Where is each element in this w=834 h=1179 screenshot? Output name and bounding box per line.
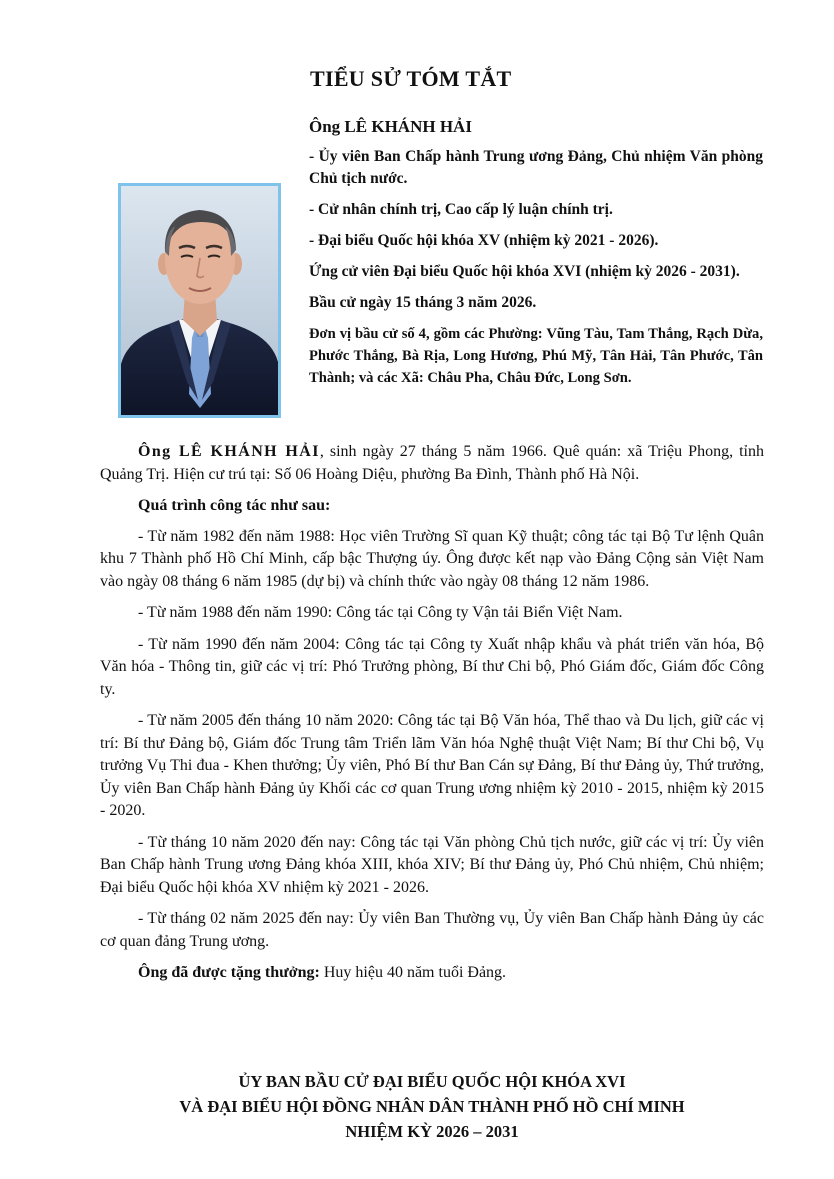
footer-line: NHIỆM KỲ 2026 – 2031 <box>345 1122 519 1141</box>
portrait-photo <box>118 183 281 418</box>
issuing-committee <box>100 1069 764 1144</box>
career-heading: Quá trình công tác như sau: <box>138 497 331 514</box>
career-item: - Từ năm 1990 đến năm 2004: Công tác tại Công ty Xuất nhập khẩu và phát triển văn hóa, Bộ Văn hóa - Thông tin, giữ các vị trí: Phó Trưởng phòng, Bí thư Chi bộ, Phó Giám đốc, Giám đốc Công ty. <box>100 635 764 698</box>
profile-summary <box>309 116 763 398</box>
election-date: Bầu cử ngày 15 tháng 3 năm 2026. <box>309 294 537 311</box>
award-text: Huy hiệu 40 năm tuổi Đảng. <box>319 964 507 981</box>
career-item: - Từ tháng 10 năm 2020 đến nay: Công tác tại Văn phòng Chủ tịch nước, giữ các vị trí: Ủy viên Ban Chấp hành Trung ương Đảng khóa XIII, khóa XIV; Bí thư Đảng ủy, Phó Chủ nhiệm, Chủ nhiệm; Đại biểu Quốc hội khóa XV nhiệm kỳ 2021 - 2026. <box>100 833 764 896</box>
biography-body <box>100 441 764 994</box>
document-title: TIỂU SỬ TÓM TẮT <box>310 66 512 91</box>
award-label: Ông đã được tặng thưởng: <box>138 964 320 981</box>
intro-paragraph <box>100 441 764 486</box>
current-position: - Ủy viên Ban Chấp hành Trung ương Đảng, Chủ nhiệm Văn phòng Chủ tịch nước. <box>309 148 763 187</box>
intro-text: , sinh ngày 27 tháng 5 năm 1966. Quê quán: xã Triệu Phong, tỉnh Quảng Trị. Hiện cư trú tại: Số 06 Hoàng Diệu, phường Ba Đình, Thành phố Hà Nội. <box>100 443 764 483</box>
career-item: - Từ năm 1982 đến năm 1988: Học viên Trường Sĩ quan Kỹ thuật; công tác tại Bộ Tư lệnh Quân khu 7 Thành phố Hồ Chí Minh, cấp bậc Thượng úy. Ông được kết nạp vào Đảng Cộng sản Việt Nam vào ngày 08 tháng 6 năm 1985 (dự bị) và chính thức vào ngày 08 tháng 12 năm 1986. <box>100 527 764 590</box>
career-item: - Từ năm 1988 đến năm 1990: Công tác tại Công ty Vận tải Biển Việt Nam. <box>138 604 623 621</box>
career-item: - Từ tháng 02 năm 2025 đến nay: Ủy viên Ban Thường vụ, Ủy viên Ban Chấp hành Đảng ủy các cơ quan đảng Trung ương. <box>100 910 764 950</box>
previous-delegate: - Đại biểu Quốc hội khóa XV (nhiệm kỳ 2021 - 2026). <box>309 232 659 249</box>
footer-line: VÀ ĐẠI BIỂU HỘI ĐỒNG NHÂN DÂN THÀNH PHỐ HỒ CHÍ MINH <box>179 1097 685 1116</box>
education: - Cử nhân chính trị, Cao cấp lý luận chính trị. <box>309 201 613 218</box>
award-paragraph <box>100 962 764 985</box>
person-name: Ông LÊ KHÁNH HẢI <box>309 117 472 136</box>
portrait-illustration <box>121 186 278 415</box>
candidacy: Ứng cử viên Đại biểu Quốc hội khóa XVI (nhiệm kỳ 2026 - 2031). <box>309 263 740 280</box>
career-item: - Từ năm 2005 đến tháng 10 năm 2020: Công tác tại Bộ Văn hóa, Thể thao và Du lịch, giữ các vị trí: Bí thư Đảng bộ, Giám đốc Trung tâm Triển lãm Văn hóa Nghệ thuật Việt Nam; Bí thư Chi bộ, Vụ trưởng Vụ Thi đua - Khen thưởng; Ủy viên, Phó Bí thư Ban Cán sự Đảng, Bí thư Đảng ủy, Thứ trưởng, Ủy viên Ban Chấp hành Đảng ủy Khối các cơ quan Trung ương nhiệm kỳ 2010 - 2015, nhiệm kỳ 2015 - 2020. <box>100 712 764 819</box>
footer-line: ỦY BAN BẦU CỬ ĐẠI BIỂU QUỐC HỘI KHÓA XVI <box>238 1072 626 1091</box>
intro-name: Ông LÊ KHÁNH HẢI <box>138 443 320 460</box>
constituency: Đơn vị bầu cử số 4, gồm các Phường: Vũng Tàu, Tam Thắng, Rạch Dừa, Phước Thắng, Bà Rịa, Long Hương, Phú Mỹ, Tân Hải, Tân Phước, Tân Thành; và các Xã: Châu Pha, Châu Đức, Long Sơn. <box>309 326 763 386</box>
